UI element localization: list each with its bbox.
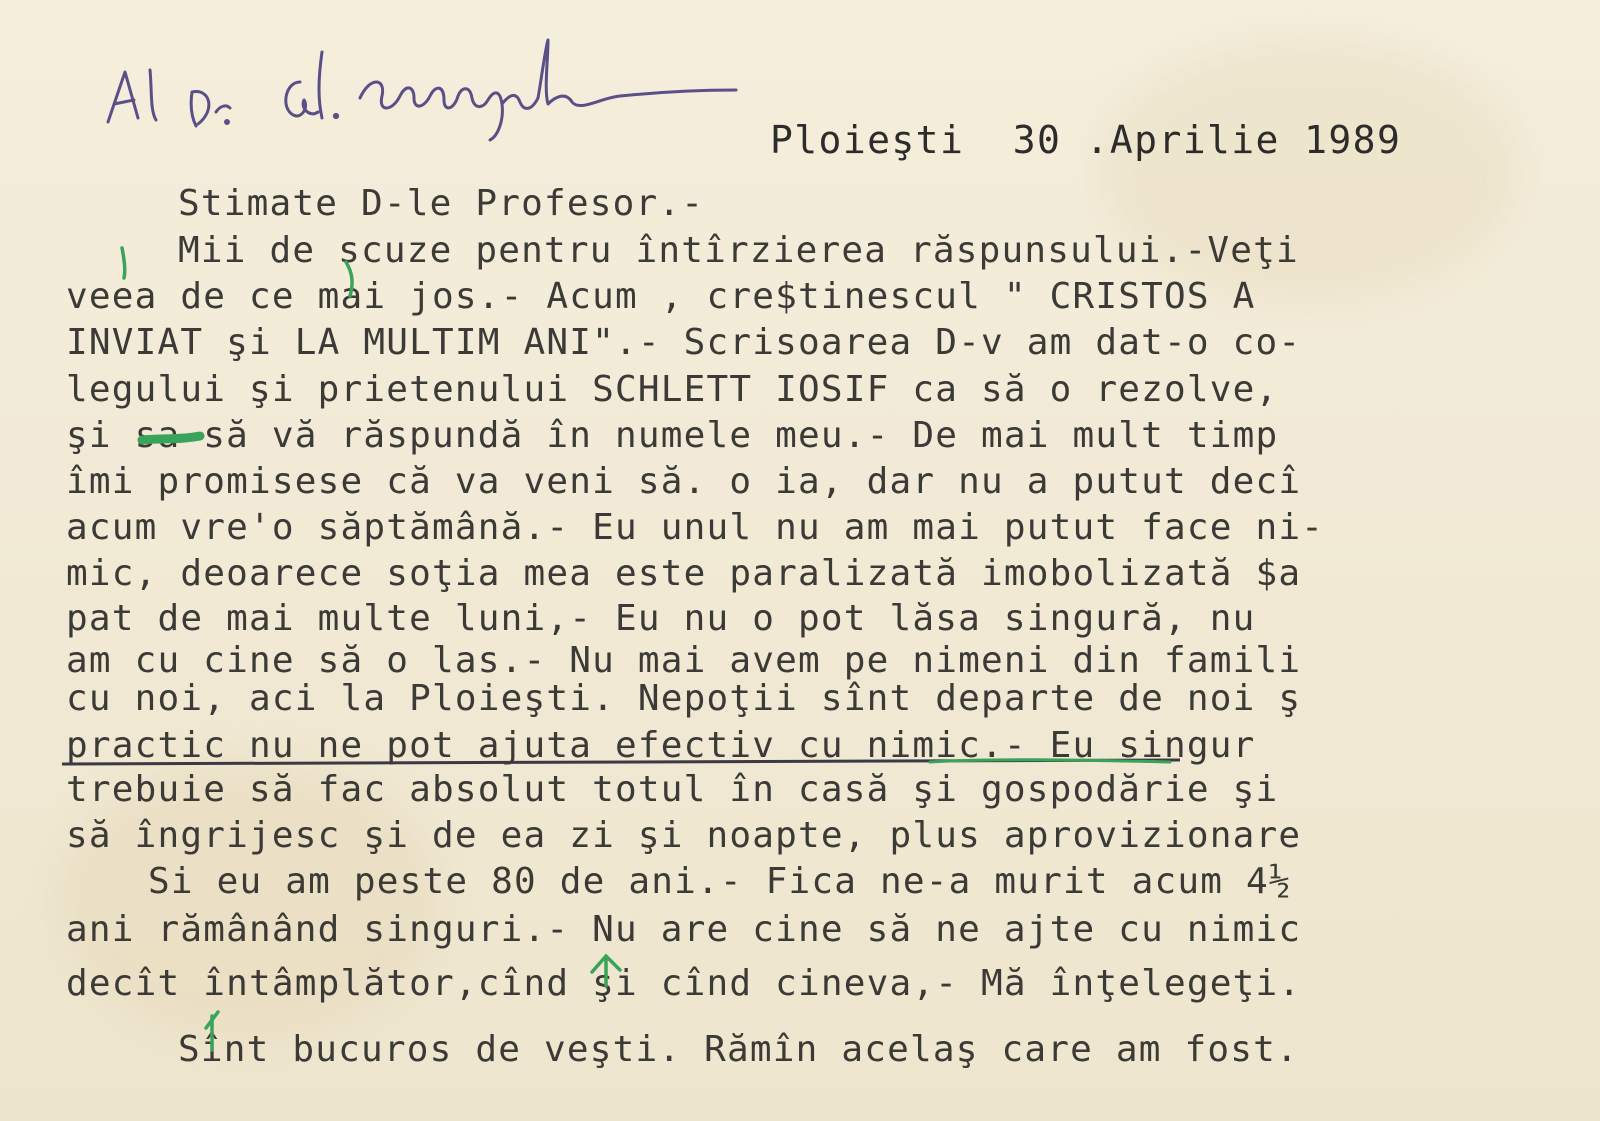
letter-line-underlined: practic nu ne pot ajuta efectiv cu nimic.- Eu singur <box>66 725 1256 766</box>
letter-line: şi sa să vă răspundă în numele meu.- De mai mult timp <box>66 415 1279 456</box>
letter-line: mic, deoarece soţia mea este paralizată imobolizată $a <box>66 553 1302 594</box>
letter-line: trebuie să fac absolut totul în casă şi gospodărie şi <box>66 769 1279 810</box>
letter-line: veea de ce mai jos.- Acum , cre$tinescul " CRISTOS A <box>66 276 1256 317</box>
letter-line: decît întâmplător,cînd şi cînd cineva,- Mă înţelegeţi. <box>66 963 1302 1004</box>
letter-line: îmi promisese că va veni să. o ia, dar nu a putut decî <box>66 461 1302 502</box>
letter-line: INVIAT şi LA MULTIM ANI".- Scrisoarea D-v am dat-o co- <box>66 322 1302 363</box>
letter-line: Mii de scuze pentru întîrzierea răspunsului.-Veţi <box>178 230 1299 271</box>
letter-line: acum vre'o săptămână.- Eu unul nu am mai putut face ni- <box>66 507 1325 548</box>
letter-line: cu noi, aci la Ploieşti. Nepoţii sînt departe de noi ş <box>66 678 1302 719</box>
letter-line: pat de mai multe luni,- Eu nu o pot lăsa singură, nu <box>66 598 1256 639</box>
green-correction-marks <box>122 248 1170 1050</box>
date-line: Ploieşti 30 .Aprilie 1989 <box>770 118 1402 162</box>
letter-line: am cu cine să o las.- Nu mai avem pe nimeni din famili <box>66 640 1302 681</box>
letter-line: Si eu am peste 80 de ani.- Fica ne-a murit acum 4½ <box>148 861 1292 902</box>
letter-line: legului şi prietenului SCHLETT IOSIF ca să o rezolve, <box>66 369 1279 410</box>
letter-line: să îngrijesc şi de ea zi şi noapte, plus aprovizionare <box>66 815 1302 856</box>
letter-line: ani rămânând singuri.- Nu are cine să ne ajte cu nimic <box>66 909 1302 950</box>
salutation-line: Stimate D-le Profesor.- <box>178 183 705 224</box>
closing-line: Sînt bucuros de veşti. Rămîn acelaş care am fost. <box>178 1029 1299 1070</box>
